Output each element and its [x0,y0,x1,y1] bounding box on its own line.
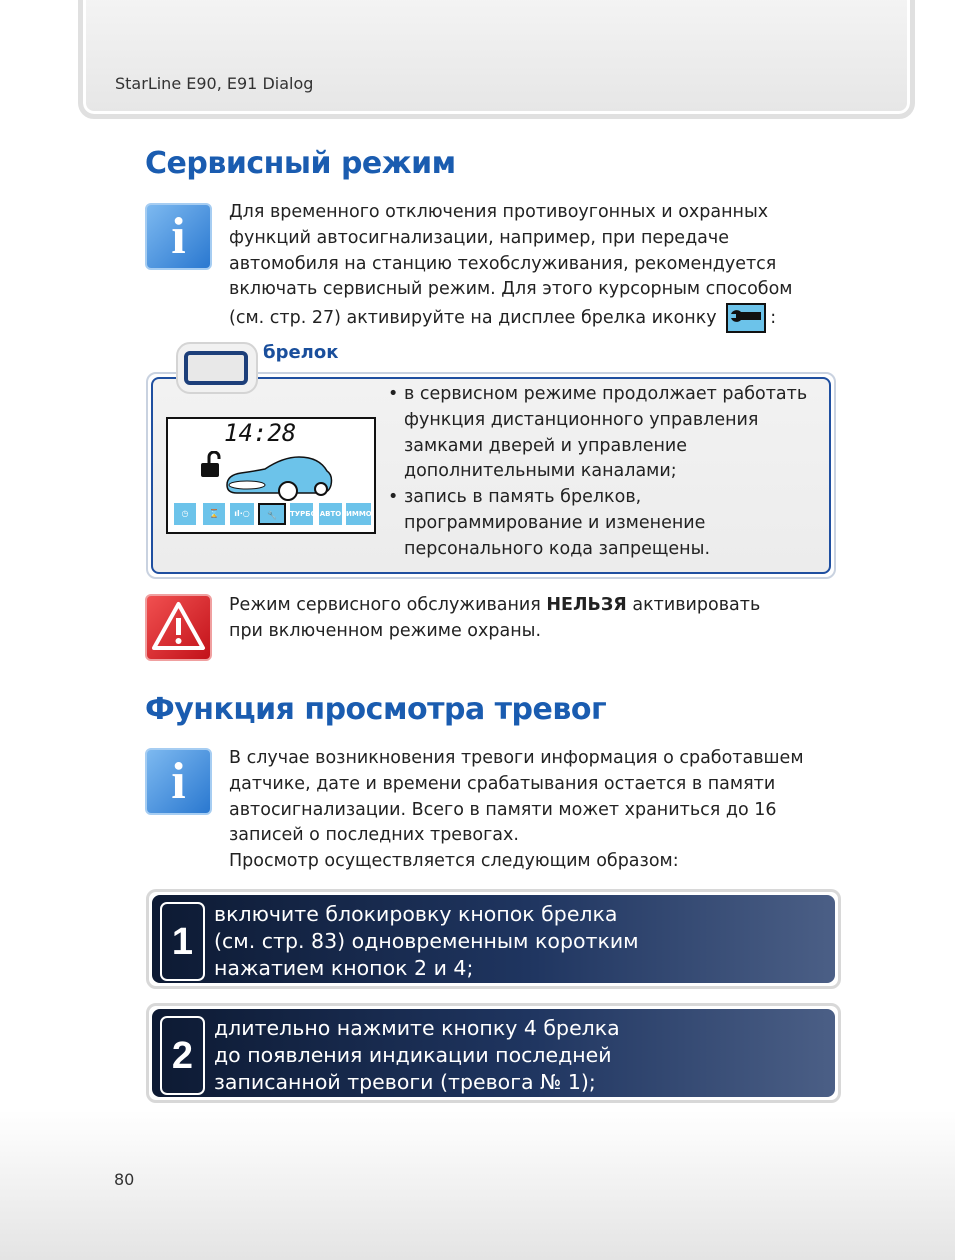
service-wrench-icon: 🔧 [258,503,286,525]
header-title: StarLine E90, E91 Dialog [115,74,314,93]
warning-text [229,593,829,645]
text-line: (см. стр. 27) активируйте на дисплее брелка иконку [229,308,717,329]
text-line: функций автосигнализации, например, при передаче [229,227,730,248]
fob-icon [184,351,248,385]
text-line: записанной тревоги (тревога № 1); [214,1070,596,1094]
section-title-alarm-view: Функция просмотра тревог [145,692,607,727]
colon: : [770,308,777,329]
alarm-info-text [229,746,849,875]
text-line: при включенном режиме охраны. [229,620,542,641]
info-icon: i [145,748,212,815]
text-line: до появления индикации последней [214,1043,612,1067]
auto-segment: АВТО [319,503,342,525]
fob-tab [176,342,258,394]
lcd-time: 14:28 [224,419,297,447]
text-line: записей о последних тревогах. [229,825,519,846]
text-bold: НЕЛЬЗЯ [546,595,627,615]
step-1 [146,889,841,989]
text-line: датчике, дате и времени срабатывания остается в памяти [229,773,776,794]
hourglass-icon: ⌛ [203,503,225,525]
step-2 [146,1003,841,1103]
sensor-icon: ıl·○ [230,503,254,525]
text-line: длительно нажмите кнопку 4 брелка [214,1016,620,1040]
text-line: Просмотр осуществляется следующим образом: [229,851,679,872]
text-line: В случае возникновения тревоги информация о сработавшем [229,748,804,768]
text-line: включите блокировку кнопок брелка [214,902,618,926]
wrench-icon [726,303,766,333]
text-line: автомобиля на станцию техобслуживания, рекомендуется [229,253,777,274]
lcd-display [166,417,376,534]
warning-icon [145,594,212,661]
text-line: Для временного отключения противоугонных и охранных [229,202,769,222]
step-number: 1 [160,902,205,981]
fob-label: брелок [263,342,339,363]
section-title-service-mode: Сервисный режим [145,146,456,181]
text-line: включать сервисный режим. Для этого курсорным способом [229,279,793,300]
text-line: нажатием кнопок 2 и 4; [214,956,474,980]
step-text [214,1015,620,1096]
bullet-item: • в сервисном режиме продолжает работать функция дистанционного управления замками дверей и управление дополнительными каналами; [388,382,818,485]
step-text [214,901,639,982]
text: активировать [626,595,761,615]
text-line: (см. стр. 83) одновременным коротким [214,929,639,953]
service-bullets [388,382,818,563]
clock-icon: ◷ [174,503,196,525]
car-icon [223,453,333,503]
turbo-segment: ТУРБО [290,503,313,525]
text-line: автосигнализации. Всего в памяти может храниться до 16 [229,799,777,820]
step-number: 2 [160,1016,205,1095]
info-icon: i [145,203,212,270]
service-info-text [229,200,829,333]
immo-segment: ИММО [346,503,371,525]
page-header [78,0,915,119]
page-footer [0,1110,955,1260]
unlock-icon [200,451,224,479]
bullet-item: • запись в память брелков, программирование и изменение персонального кода запрещены. [388,485,818,562]
page-number: 80 [114,1170,135,1189]
text: Режим сервисного обслуживания [229,595,547,615]
